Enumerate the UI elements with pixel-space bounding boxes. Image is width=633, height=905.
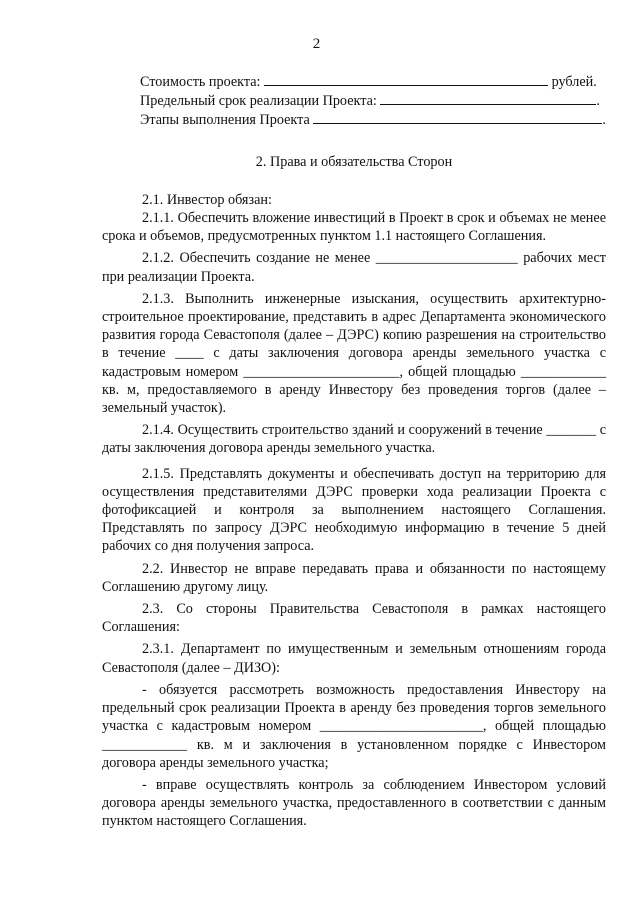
- paragraph: 2.1.4. Осуществить строительство зданий и сооружений в течение _______ с даты заключения договора аренды земельного участка.: [102, 422, 606, 457]
- header-field-suffix: рублей.: [551, 74, 597, 90]
- blank-line: [380, 91, 596, 105]
- header-field-label: Стоимость проекта:: [140, 74, 261, 90]
- blank-line: [313, 110, 602, 124]
- paragraph: - вправе осуществлять контроль за соблюдением Инвестором условий договора аренды земельного участка, предоставленного в соответствии с данным пунктом настоящего Соглашения.: [102, 776, 606, 830]
- paragraph: 2.1. Инвестор обязан:: [142, 191, 272, 208]
- paragraph: 2.3. Со стороны Правительства Севастополя в рамках настоящего Соглашения:: [102, 601, 606, 636]
- paragraph: 2.1.3. Выполнить инженерные изыскания, осуществить архитектурно-строительное проектирование, представить в адрес Департамента экономического развития города Севастополя (далее – ДЭРС) копию разрешения на строительство в течение ____ с даты заключения договора аренды земельного участка с кадастровым номером ______________________, общей площадью ____________ кв. м, предоставляемого в аренду Инвестору без проведения торгов (далее – земельный участок).: [102, 290, 606, 417]
- paragraph: - обязуется рассмотреть возможность предоставления Инвестору на предельный срок реализации Проекта в аренду без проведения торгов земельного участка с кадастровым номером _______________________, общей площадью ____________ кв. м и заключения в установленном порядке с Инвестором договора аренды земельного участка;: [102, 681, 606, 771]
- paragraph: 2.1.2. Обеспечить создание не менее ____________________ рабочих мест при реализации Проекта.: [102, 250, 606, 285]
- header-field-suffix: .: [596, 93, 600, 110]
- header-field-label: Предельный срок реализации Проекта:: [140, 93, 377, 110]
- blank-line: [264, 72, 548, 86]
- paragraph: 2.2. Инвестор не вправе передавать права и обязанности по настоящему Соглашению другому лицу.: [102, 560, 606, 595]
- header-field-suffix: .: [602, 112, 606, 129]
- paragraph: 2.1.5. Представлять документы и обеспечивать доступ на территорию для осуществления представителями ДЭРС проверки хода реализации Проекта с фотофиксацией и контроля за выполнением настоящего Соглашения. Представлять по запросу ДЭРС необходимую информацию в течение 5 дней рабочих со дня получения запроса.: [102, 465, 606, 555]
- paragraph: 2.3.1. Департамент по имущественным и земельным отношениям города Севастополя (далее – ДИЗО):: [102, 641, 606, 676]
- header-field-cost: [102, 72, 606, 91]
- section-title: 2. Права и обязательства Сторон: [255, 153, 453, 170]
- header-field-label: Этапы выполнения Проекта: [140, 112, 310, 129]
- document-body: [102, 72, 606, 831]
- page-number: 2: [312, 36, 321, 52]
- paragraph: 2.1.1. Обеспечить вложение инвестиций в Проект в срок и объемах не менее срока и объемов, предусмотренных пунктом 1.1 настоящего Соглашения.: [102, 210, 606, 245]
- header-field-stages: [102, 110, 606, 129]
- header-field-deadline: [102, 91, 606, 110]
